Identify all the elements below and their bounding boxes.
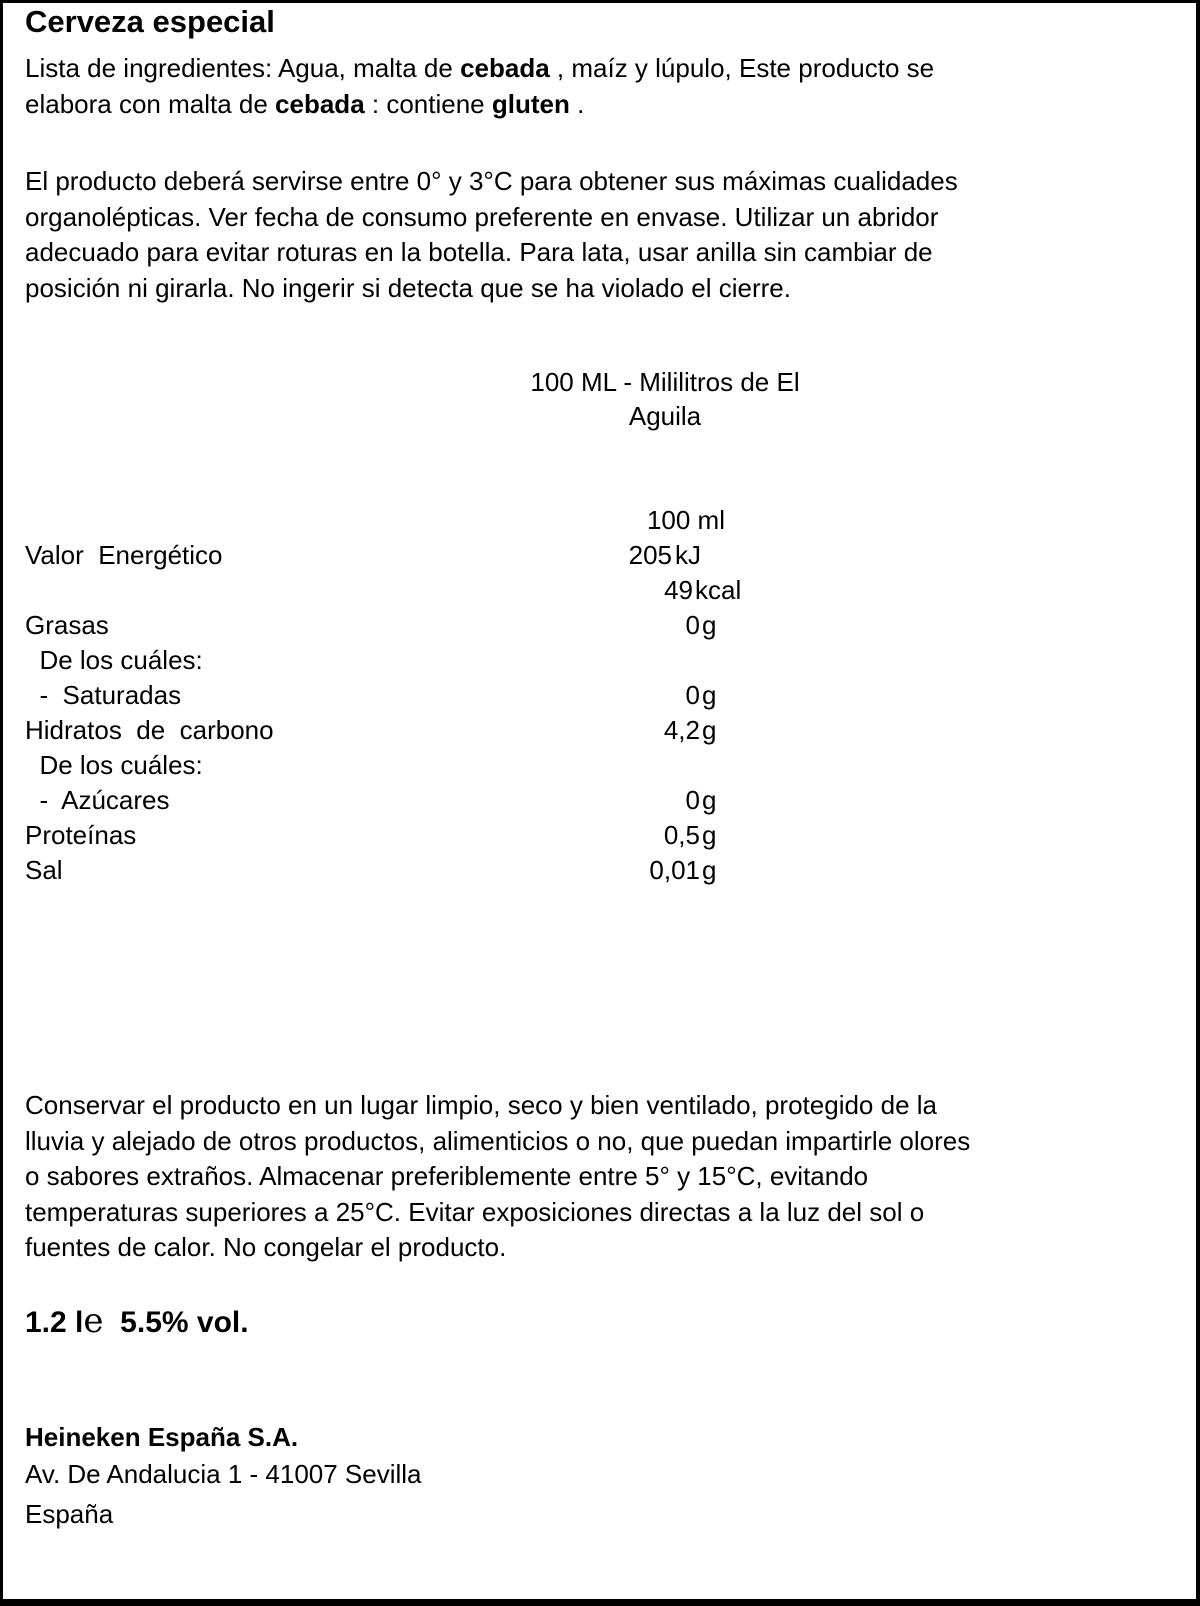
nutrient-label: - Saturadas bbox=[25, 680, 182, 710]
storage-line: temperaturas superiores a 25°C. Evitar exposiciones directas a la luz del sol o bbox=[25, 1197, 925, 1227]
allergen: cebada bbox=[275, 89, 365, 119]
nutrient-label: De los cuáles: bbox=[25, 750, 203, 780]
nutrition-row bbox=[25, 538, 785, 573]
nutrition-row bbox=[25, 748, 785, 783]
nutrition-row bbox=[25, 713, 785, 748]
manufacturer-name: Heineken España S.A. bbox=[25, 1422, 299, 1452]
nutrient-unit: g bbox=[702, 820, 717, 850]
nutrient-unit: kJ bbox=[675, 540, 701, 570]
nutrient-label: Grasas bbox=[25, 610, 109, 640]
nutrient-unit: kcal bbox=[695, 575, 742, 605]
manufacturer-country: España bbox=[25, 1499, 114, 1529]
storage-line: fuentes de calor. No congelar el producto. bbox=[25, 1232, 507, 1262]
storage-line: o sabores extraños. Almacenar preferiblemente entre 5° y 15°C, evitando bbox=[25, 1161, 869, 1191]
nutrient-value: 0 bbox=[685, 610, 700, 640]
serving-line: posición ni girarla. No ingerir si detecta que se ha violado el cierre. bbox=[25, 273, 791, 303]
ingredients-line-1 bbox=[25, 51, 934, 87]
nutrient-unit: g bbox=[702, 855, 717, 885]
nutrition-row bbox=[25, 608, 785, 643]
nutrient-label: Valor Energético bbox=[25, 540, 223, 570]
nutrient-unit: g bbox=[702, 610, 717, 640]
nutrient-unit: g bbox=[702, 715, 717, 745]
nutrition-row bbox=[25, 678, 785, 713]
nutrition-header: 100 ML - Mililitros de El bbox=[530, 367, 800, 397]
volume-quantity: 1.2 l bbox=[25, 1306, 84, 1339]
ingredients-text: elabora con malta de bbox=[25, 89, 276, 119]
ingredients-text: , maíz y lúpulo, Este producto se bbox=[549, 53, 935, 83]
nutrient-value: 4,2 bbox=[663, 715, 700, 745]
ingredients-text: . bbox=[569, 89, 585, 119]
ingredients-text: : contiene bbox=[364, 89, 492, 119]
column-header: 100 ml bbox=[646, 505, 725, 535]
nutrient-unit: g bbox=[702, 785, 717, 815]
nutrient-value: 0 bbox=[685, 680, 700, 710]
nutrition-row bbox=[25, 643, 785, 678]
nutrition-row bbox=[25, 783, 785, 818]
nutrition-row bbox=[25, 818, 785, 853]
serving-line: organolépticas. Ver fecha de consumo preferente en envase. Utilizar un abridor bbox=[25, 202, 939, 232]
nutrition-column-header bbox=[25, 503, 785, 538]
nutrient-label: Sal bbox=[25, 855, 63, 885]
nutrient-value: 0,5 bbox=[663, 820, 700, 850]
nutrient-value: 0,01 bbox=[649, 855, 700, 885]
allergen: gluten bbox=[491, 89, 570, 119]
allergen: cebada bbox=[460, 53, 550, 83]
volume-line bbox=[25, 1301, 249, 1343]
nutrition-header: Aguila bbox=[628, 401, 702, 431]
estimated-sign-icon: e bbox=[83, 1301, 104, 1341]
ingredients-text: Lista de ingredientes: Agua, malta de bbox=[25, 53, 461, 83]
alcohol-content: 5.5% vol. bbox=[120, 1306, 249, 1339]
serving-line: adecuado para evitar roturas en la botella. Para lata, usar anilla sin cambiar de bbox=[25, 237, 933, 267]
nutrient-label: De los cuáles: bbox=[25, 645, 203, 675]
nutrient-label: - Azúcares bbox=[25, 785, 170, 815]
nutrient-label: Proteínas bbox=[25, 820, 137, 850]
nutrient-value: 205 bbox=[628, 540, 672, 570]
nutrient-unit: g bbox=[702, 680, 717, 710]
nutrient-value: 49 bbox=[664, 575, 693, 605]
nutrition-row bbox=[25, 573, 785, 608]
storage-line: lluvia y alejado de otros productos, alimenticios o no, que puedan impartirle olores bbox=[25, 1126, 971, 1156]
storage-line: Conservar el producto en un lugar limpio, seco y bien ventilado, protegido de la bbox=[25, 1090, 937, 1120]
nutrient-value: 0 bbox=[685, 785, 700, 815]
ingredients-line-2 bbox=[25, 87, 584, 123]
nutrition-row bbox=[25, 853, 785, 888]
serving-line: El producto deberá servirse entre 0° y 3°C para obtener sus máximas cualidades bbox=[25, 166, 958, 196]
product-title: Cerveza especial bbox=[25, 4, 275, 39]
manufacturer-address: Av. De Andalucia 1 - 41007 Sevilla bbox=[25, 1459, 422, 1489]
nutrient-label: Hidratos de carbono bbox=[25, 715, 274, 745]
